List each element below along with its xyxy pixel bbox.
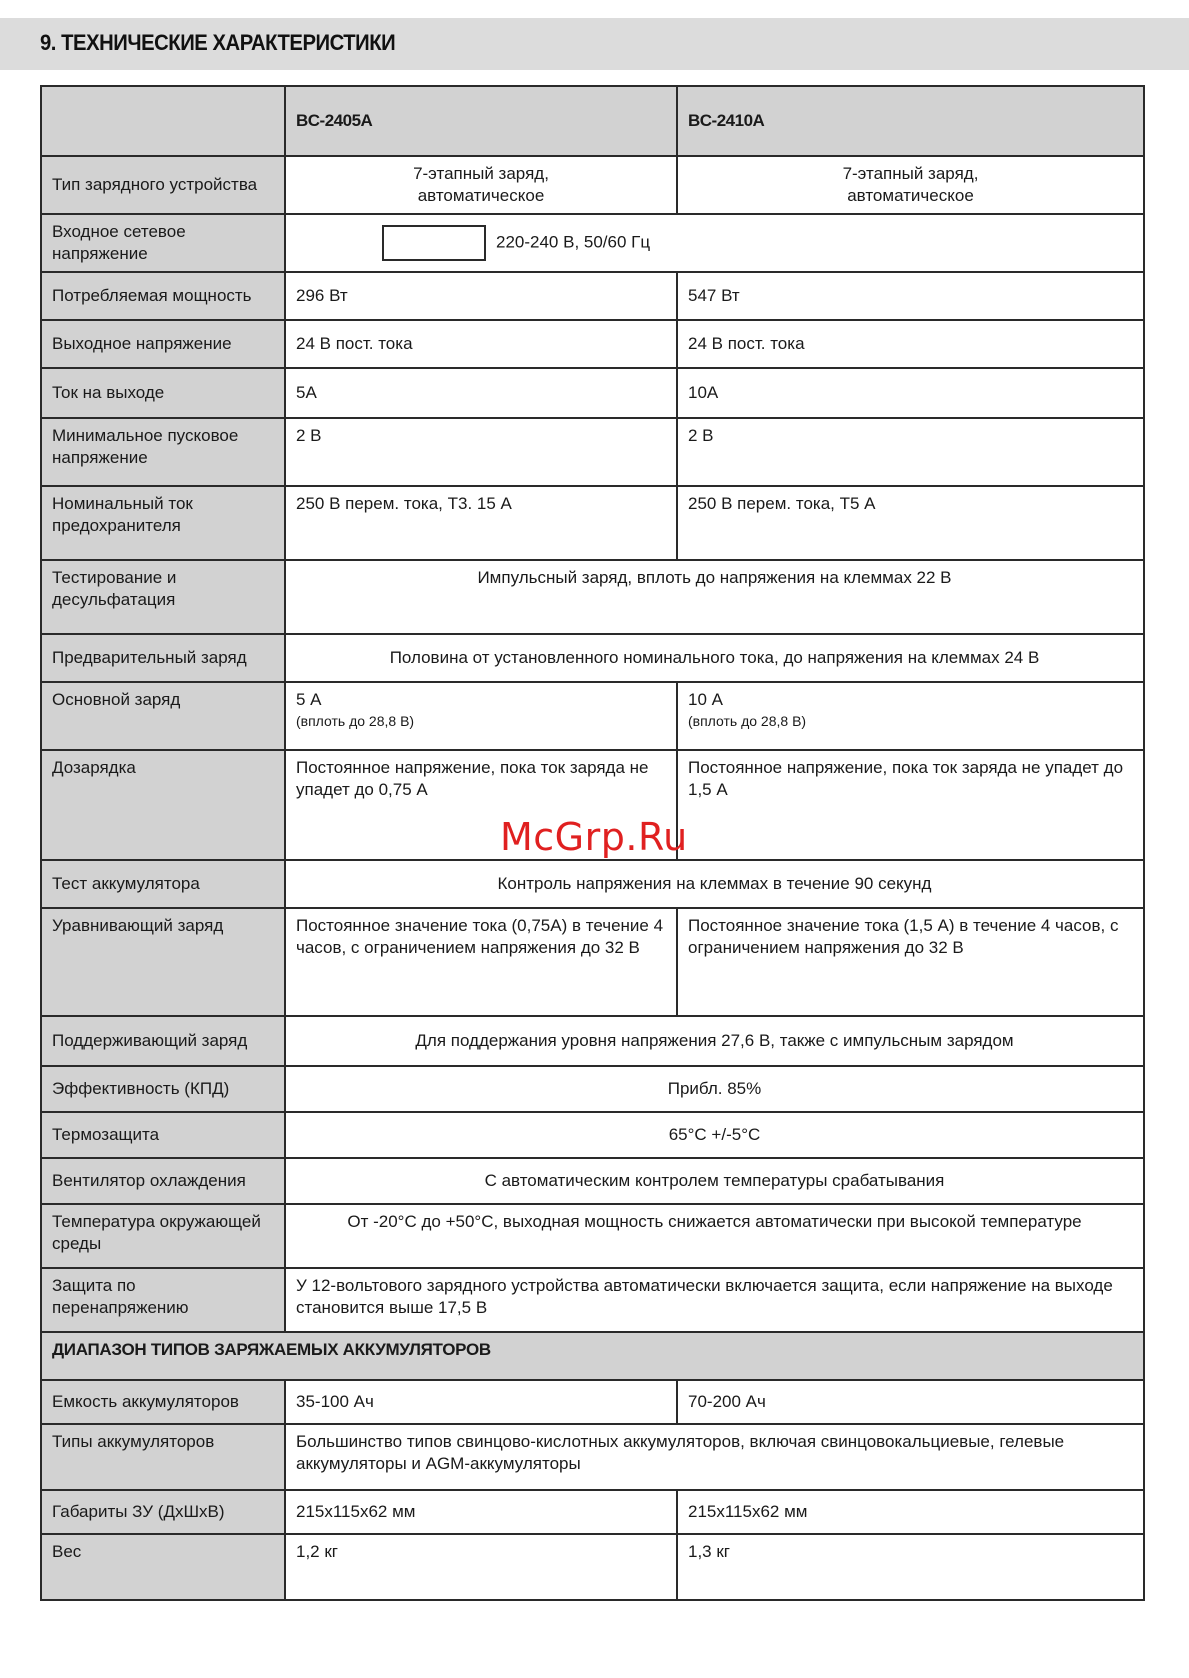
row-value: Импульсный заряд, вплоть до напряжения на клеммах 22 В xyxy=(285,560,1144,634)
row-label: Дозарядка xyxy=(41,750,285,860)
row-main-charge xyxy=(41,682,1144,750)
row-value: Прибл. 85% xyxy=(285,1066,1144,1112)
row-value-1: 1,2 кг xyxy=(285,1534,677,1600)
row-thermal-protection xyxy=(41,1112,1144,1158)
row-precharge xyxy=(41,634,1144,682)
row-label: Тестирование и десульфатация xyxy=(41,560,285,634)
row-value-1: Постоянное напряжение, пока ток заряда не упадет до 0,75 А xyxy=(285,750,677,860)
row-efficiency xyxy=(41,1066,1144,1112)
row-float-charge xyxy=(41,1016,1144,1066)
row-equalizing-charge xyxy=(41,908,1144,1016)
row-value: Контроль напряжения на клеммах в течение 90 секунд xyxy=(285,860,1144,908)
value-main: 10 А xyxy=(688,690,723,709)
row-label: Поддерживающий заряд xyxy=(41,1016,285,1066)
row-value-2: 24 В пост. тока xyxy=(677,320,1144,368)
value-line: автоматическое xyxy=(417,186,545,205)
row-label: Вентилятор охлаждения xyxy=(41,1158,285,1204)
row-label: Минимальное пусковое напряжение xyxy=(41,418,285,486)
row-battery-types xyxy=(41,1424,1144,1490)
row-label: Тест аккумулятора xyxy=(41,860,285,908)
row-value-2: 10А xyxy=(677,368,1144,418)
value-line: 7-этапный заряд, xyxy=(842,164,979,183)
row-value xyxy=(285,214,1144,272)
row-battery-test xyxy=(41,860,1144,908)
row-value-1 xyxy=(285,682,677,750)
row-value: С автоматическим контролем температуры срабатывания xyxy=(285,1158,1144,1204)
row-label: Габариты ЗУ (ДхШхВ) xyxy=(41,1490,285,1534)
value-line: 7-этапный заряд, xyxy=(413,164,549,183)
row-value-2: 215х115х62 мм xyxy=(677,1490,1144,1534)
row-value-2 xyxy=(677,682,1144,750)
model-2-header: BC-2410A xyxy=(677,86,1144,156)
section-header-row xyxy=(41,1332,1144,1380)
row-charger-type xyxy=(41,156,1144,214)
table-header-row xyxy=(41,86,1144,156)
row-fuse xyxy=(41,486,1144,560)
row-min-start-voltage xyxy=(41,418,1144,486)
row-value: 65°С +/-5°С xyxy=(285,1112,1144,1158)
row-dimensions xyxy=(41,1490,1144,1534)
row-test-desulfation xyxy=(41,560,1144,634)
value-line: автоматическое xyxy=(847,186,974,205)
row-weight xyxy=(41,1534,1144,1600)
row-output-current xyxy=(41,368,1144,418)
row-label: Уравнивающий заряд xyxy=(41,908,285,1016)
row-label: Типы аккумуляторов xyxy=(41,1424,285,1490)
row-value: От -20°С до +50°С, выходная мощность снижается автоматически при высокой температуре xyxy=(285,1204,1144,1268)
row-value-2: Постоянное напряжение, пока ток заряда не упадет до 1,5 А xyxy=(677,750,1144,860)
row-label: Термозащита xyxy=(41,1112,285,1158)
value-main: 5 А xyxy=(296,690,322,709)
row-label: Выходное напряжение xyxy=(41,320,285,368)
blank-box xyxy=(382,225,486,261)
row-ambient-temperature xyxy=(41,1204,1144,1268)
row-value-2: 547 Вт xyxy=(677,272,1144,320)
row-label: Основной заряд xyxy=(41,682,285,750)
row-value-1: 2 В xyxy=(285,418,677,486)
row-value-1: 250 В перем. тока, Т3. 15 А xyxy=(285,486,677,560)
row-label: Емкость аккумуляторов xyxy=(41,1380,285,1424)
watermark: McGrp.Ru xyxy=(500,815,688,859)
row-label: Тип зарядного устройства xyxy=(41,156,285,214)
row-output-voltage xyxy=(41,320,1144,368)
row-value: У 12-вольтового зарядного устройства автоматически включается защита, если напряжение на выходе становится выше 17,5 В xyxy=(285,1268,1144,1332)
page-title: 9. ТЕХНИЧЕСКИЕ ХАРАКТЕРИСТИКИ xyxy=(40,30,396,55)
row-value-1: Постоянное значение тока (0,75А) в течение 4 часов, с ограничением напряжения до 32 В xyxy=(285,908,677,1016)
row-value: Большинство типов свинцово-кислотных аккумуляторов, включая свинцовокальциевые, гелевые аккумуляторы и AGM-аккумуляторы xyxy=(285,1424,1144,1490)
row-label: Защита по перенапряжению xyxy=(41,1268,285,1332)
row-label: Температура окружающей среды xyxy=(41,1204,285,1268)
model-1-header: BC-2405A xyxy=(285,86,677,156)
row-value-1: 35-100 Ач xyxy=(285,1380,677,1424)
section-title: ДИАПАЗОН ТИПОВ ЗАРЯЖАЕМЫХ АККУМУЛЯТОРОВ xyxy=(41,1332,1144,1380)
row-capacity xyxy=(41,1380,1144,1424)
value-sub: (вплоть до 28,8 В) xyxy=(688,713,807,729)
row-value: Половина от установленного номинального тока, до напряжения на клеммах 24 В xyxy=(285,634,1144,682)
row-value-2: 1,3 кг xyxy=(677,1534,1144,1600)
row-value-1: 296 Вт xyxy=(285,272,677,320)
row-power xyxy=(41,272,1144,320)
value-sub: (вплоть до 28,8 В) xyxy=(296,713,415,729)
row-cooling-fan xyxy=(41,1158,1144,1204)
row-input-voltage xyxy=(41,214,1144,272)
row-label: Потребляемая мощность xyxy=(41,272,285,320)
row-value-2: 250 В перем. тока, Т5 А xyxy=(677,486,1144,560)
row-label: Вес xyxy=(41,1534,285,1600)
row-value-1: 5А xyxy=(285,368,677,418)
row-label: Номинальный ток предохранителя xyxy=(41,486,285,560)
header-empty-cell xyxy=(41,86,285,156)
row-value-2: 70-200 Ач xyxy=(677,1380,1144,1424)
row-label: Эффективность (КПД) xyxy=(41,1066,285,1112)
value-text: 220-240 В, 50/60 Гц xyxy=(496,232,651,252)
row-value-1: 215х115х62 мм xyxy=(285,1490,677,1534)
row-value-2: Постоянное значение тока (1,5 А) в течение 4 часов, с ограничением напряжения до 32 В xyxy=(677,908,1144,1016)
row-label: Предварительный заряд xyxy=(41,634,285,682)
row-value: Для поддержания уровня напряжения 27,6 В, также с импульсным зарядом xyxy=(285,1016,1144,1066)
row-value-2 xyxy=(677,156,1144,214)
row-value-1: 24 В пост. тока xyxy=(285,320,677,368)
row-label: Ток на выходе xyxy=(41,368,285,418)
header-bar xyxy=(0,18,1189,70)
row-overvoltage-protection xyxy=(41,1268,1144,1332)
row-value-1 xyxy=(285,156,677,214)
row-value-2: 2 В xyxy=(677,418,1144,486)
row-label: Входное сетевое напряжение xyxy=(41,214,285,272)
